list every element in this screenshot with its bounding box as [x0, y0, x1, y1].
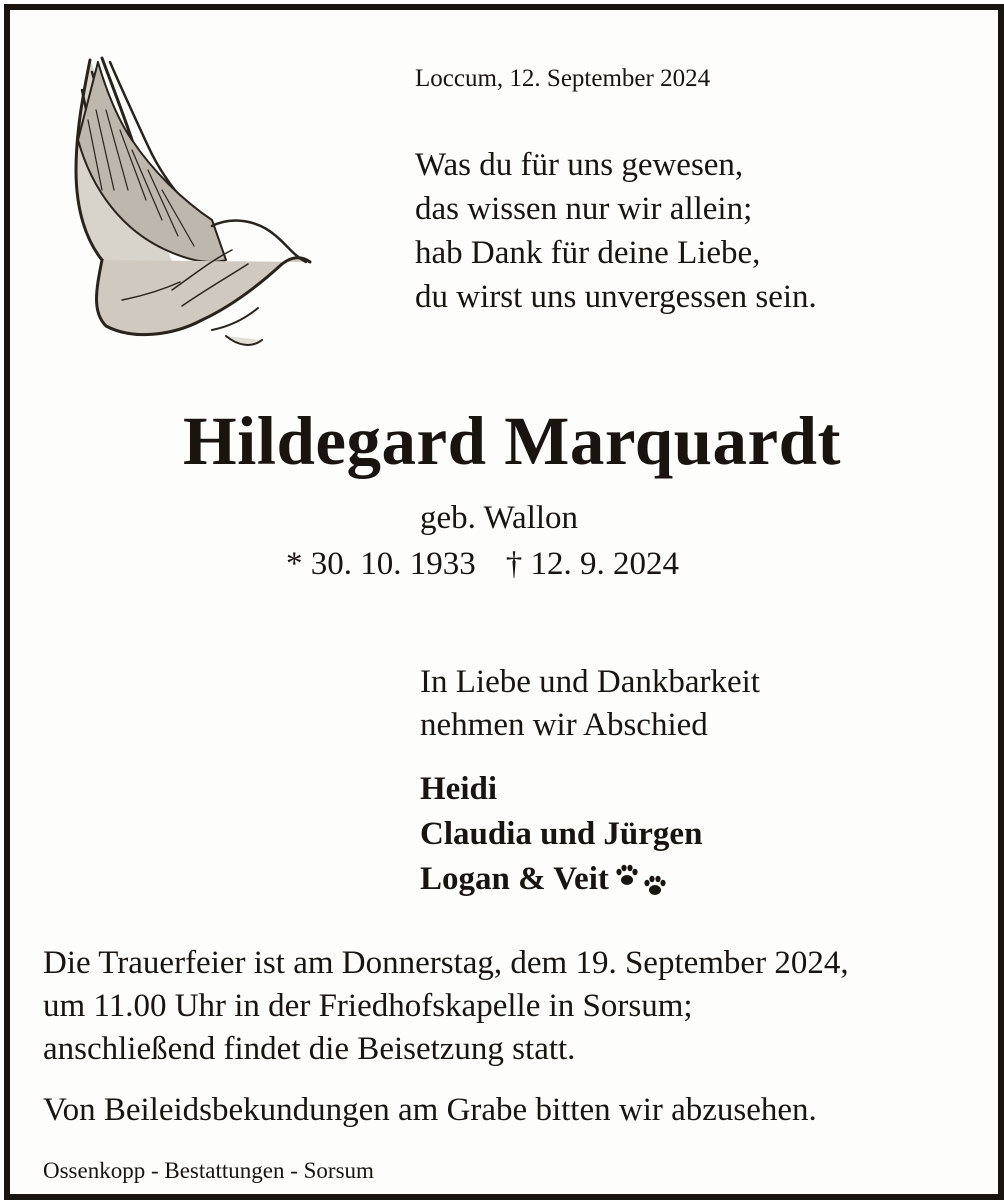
place-date: Loccum, 12. September 2024 — [415, 65, 711, 92]
mourners-list — [420, 767, 702, 902]
mourner-name: Heidi — [420, 771, 498, 807]
praying-hands-icon — [62, 50, 312, 350]
poem-line: Was du für uns gewesen, — [415, 147, 744, 183]
condolence-note: Von Beileidsbekundungen am Grabe bitten wir abzusehen. — [43, 1092, 817, 1128]
mourner-name: Claudia und Jürgen — [420, 816, 703, 852]
undertaker-credit: Ossenkopp - Bestattungen - Sorsum — [43, 1158, 374, 1183]
poem-line: hab Dank für deine Liebe, — [415, 235, 761, 271]
mourner-name-row — [420, 857, 702, 902]
poem — [415, 143, 817, 319]
life-dates — [286, 546, 679, 583]
birth-date: * 30. 10. 1933 — [286, 546, 476, 582]
farewell-line: In Liebe und Dankbarkeit — [420, 664, 760, 700]
death-date: † 12. 9. 2024 — [505, 546, 679, 582]
ceremony-info — [43, 942, 849, 1071]
farewell-text — [420, 661, 760, 747]
poem-line: das wissen nur wir allein; — [415, 191, 753, 227]
ceremony-line: Die Trauerfeier ist am Donnerstag, dem 19. September 2024, — [43, 945, 849, 981]
farewell-line: nehmen wir Abschied — [420, 707, 708, 743]
poem-line: du wirst uns unvergessen sein. — [415, 279, 817, 315]
notice-frame — [4, 4, 1004, 1200]
ceremony-line: anschließend findet die Beisetzung statt. — [43, 1031, 576, 1067]
paw-prints-icon — [613, 864, 669, 898]
mourner-name: Logan & Veit — [420, 861, 609, 897]
maiden-name: geb. Wallon — [420, 500, 579, 536]
ceremony-line: um 11.00 Uhr in der Friedhofskapelle in Sorsum; — [43, 988, 693, 1024]
deceased-name: Hildegard Marquardt — [183, 403, 841, 479]
